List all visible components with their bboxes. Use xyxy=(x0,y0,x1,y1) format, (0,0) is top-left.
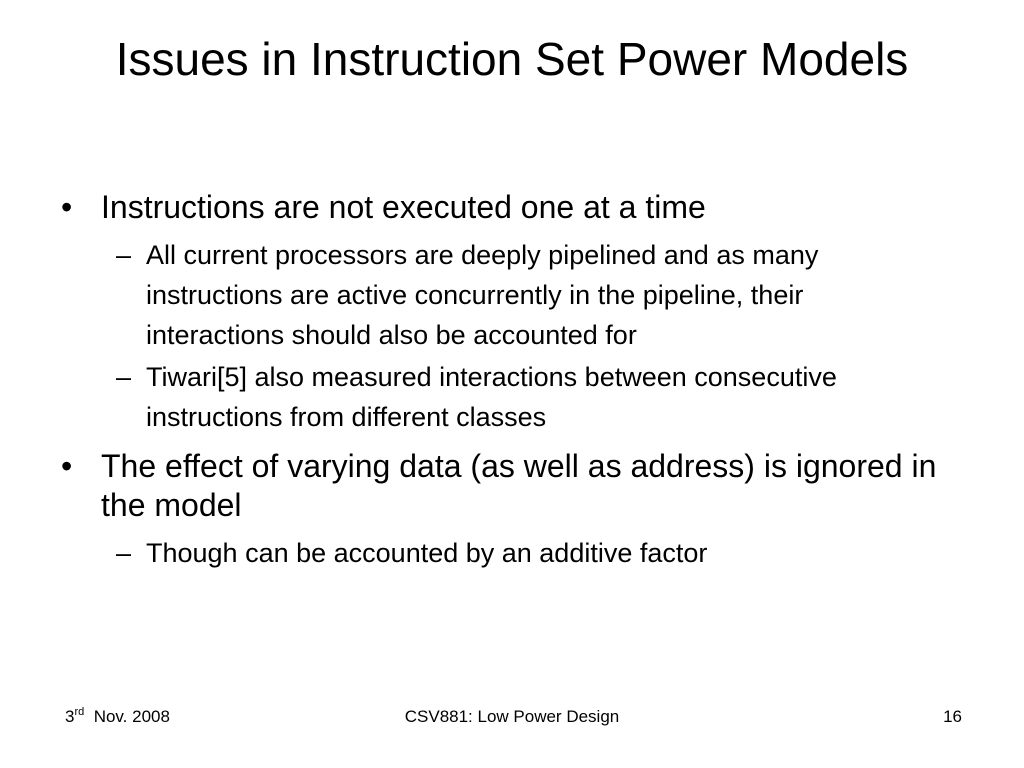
bullet-text: Instructions are not executed one at a time xyxy=(101,189,706,225)
bullet-text: The effect of varying data (as well as address) is ignored in the model xyxy=(101,448,937,523)
bullet-text-row xyxy=(0,447,971,525)
sub-bullet-list xyxy=(0,235,1024,437)
footer-date-rest: Nov. 2008 xyxy=(93,707,170,726)
sub-bullet-text: All current processors are deeply pipelined and as many instructions are active concurrently in the pipeline, their interactions should also be accounted for xyxy=(146,240,819,350)
bullet-marker: • xyxy=(61,189,73,225)
sub-bullet-list xyxy=(0,533,1024,573)
bullet-text-row xyxy=(0,188,971,227)
slide-body xyxy=(0,188,1024,583)
sub-bullet-item xyxy=(0,235,936,355)
sub-bullet-text: Though can be accounted by an additive factor xyxy=(146,538,708,568)
footer-date-suffix: rd xyxy=(74,706,85,718)
sub-bullet-text: Tiwari[5] also measured interactions between consecutive instructions from different classes xyxy=(146,362,837,432)
bullet-marker: • xyxy=(61,448,73,484)
page-number: 16 xyxy=(943,707,962,726)
footer-date-day: 3 xyxy=(65,707,75,726)
bullet-item xyxy=(0,447,1024,573)
bullet-item xyxy=(0,188,1024,437)
sub-bullet-marker: – xyxy=(116,362,132,392)
sub-bullet-item xyxy=(0,533,936,573)
sub-bullet-marker: – xyxy=(116,240,132,270)
footer-course: CSV881: Low Power Design xyxy=(404,707,620,726)
sub-bullet-item xyxy=(0,357,936,437)
slide-title: Issues in Instruction Set Power Models xyxy=(115,33,909,85)
sub-bullet-marker: – xyxy=(116,538,132,568)
